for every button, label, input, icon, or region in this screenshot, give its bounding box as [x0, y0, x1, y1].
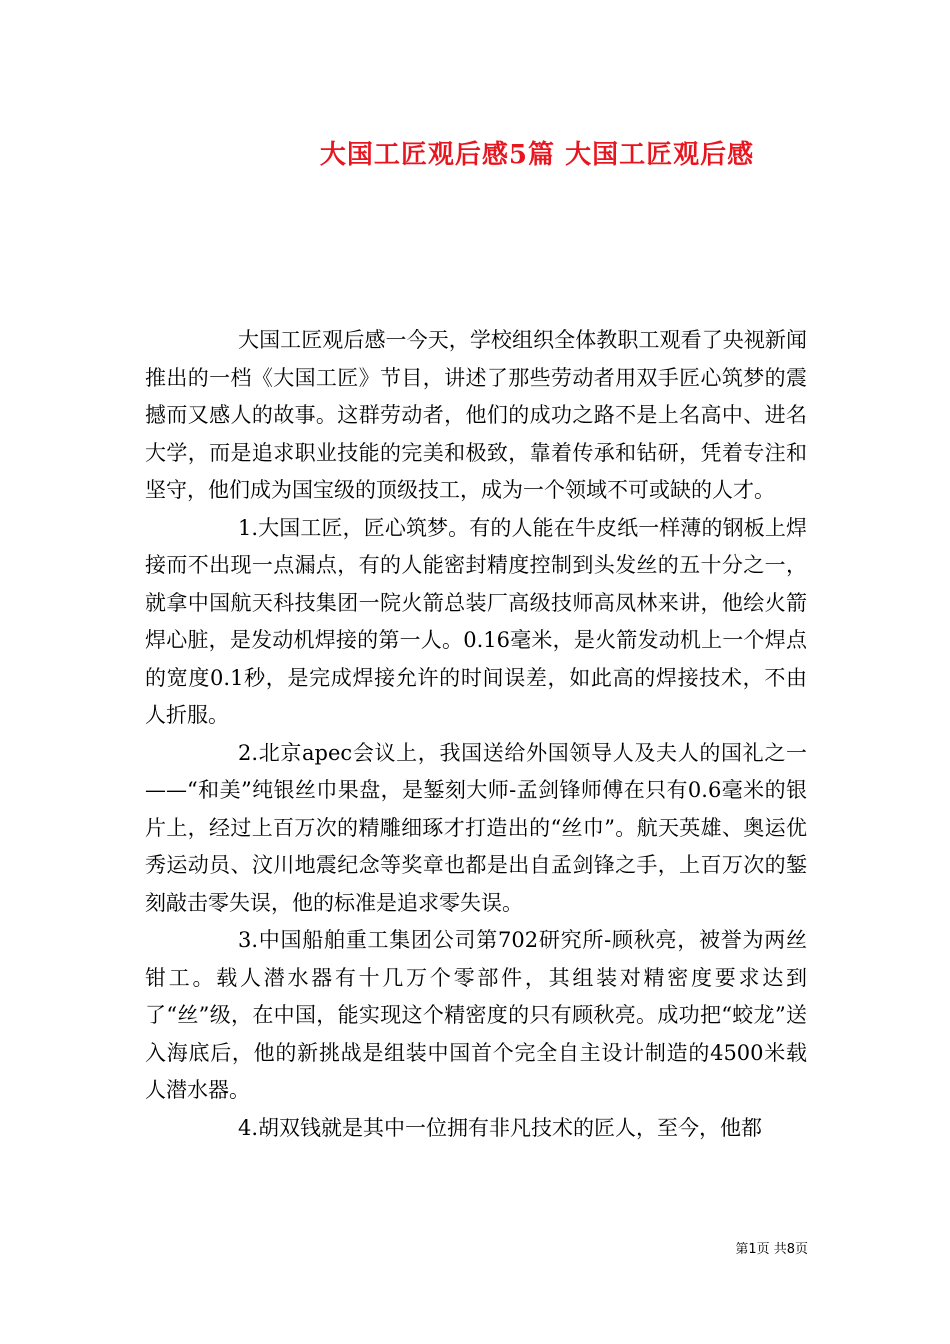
paragraph-2: 2.北京apec会议上，我国送给外国领导人及夫人的国礼之一——“和美”纯银丝巾果盘，是錾刻大师-孟剑锋师傅在只有0.6毫米的银片上，经过上百万次的精雕细琢才打造出的“丝巾”。航天英雄、奥运优秀运动员、汶川地震纪念等奖章也都是出自孟剑锋之手，上百万次的錾刻敲击零失误，他的标准是追求零失误。	[145, 740, 807, 915]
page-number-text: 第1页 共8页	[735, 1242, 808, 1257]
paragraph-intro: 大国工匠观后感一今天，学校组织全体教职工观看了央视新闻推出的一档《大国工匠》节目，讲述了那些劳动者用双手匠心筑梦的震撼而又感人的故事。这群劳动者，他们的成功之路不是上名高中、进名大学，而是追求职业技能的完美和极致，靠着传承和钻研，凭着专注和坚守，他们成为国宝级的顶级技工，成为一个领域不可或缺的人才。	[145, 328, 807, 502]
document-title: 大国工匠观后感5篇 大国工匠观后感	[319, 140, 755, 170]
document-body	[145, 322, 807, 1147]
paragraph-3: 3.中国船舶重工集团公司第702研究所-顾秋亮，被誉为两丝钳工。载人潜水器有十几万个零部件，其组装对精密度要求达到了“丝”级，在中国，能实现这个精密度的只有顾秋亮。成功把“蛟龙”送入海底后，他的新挑战是组装中国首个完全自主设计制造的4500米载人潜水器。	[145, 928, 807, 1102]
paragraph-1: 1.大国工匠，匠心筑梦。有的人能在牛皮纸一样薄的钢板上焊接而不出现一点漏点，有的人能密封精度控制到头发丝的五十分之一，就拿中国航天科技集团一院火箭总装厂高级技师高凤林来讲，他绘火箭焊心脏，是发动机焊接的第一人。0.16毫米，是火箭发动机上一个焊点的宽度0.1秒，是完成焊接允许的时间误差，如此高的焊接技术，不由人折服。	[145, 515, 807, 727]
paragraph-4: 4.胡双钱就是其中一位拥有非凡技术的匠人，至今，他都	[238, 1115, 763, 1140]
page-number-footer	[0, 1238, 950, 1257]
